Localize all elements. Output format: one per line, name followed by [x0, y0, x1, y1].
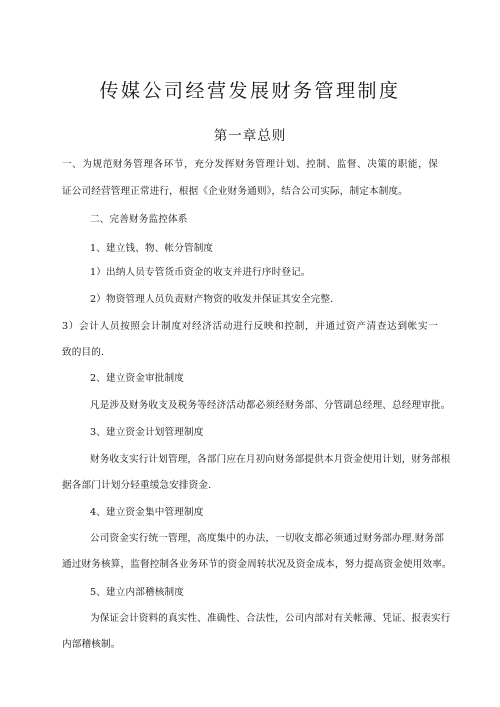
chapter-heading: 第一章总则 — [213, 128, 287, 144]
paragraph-line: 内部稽核制。 — [62, 639, 121, 650]
paragraph-line: 财务收支实行计划管理，各部门应在月初向财务部提供本月资金使用计划，财务部根 — [90, 454, 451, 465]
section-heading: 3、建立资金计划管理制度 — [90, 427, 204, 438]
paragraph-line: 3）会计人员按照会计制度对经济活动进行反映和控制，并通过资产清查达到帐实一 — [62, 321, 438, 332]
paragraph-line: 凡是涉及财务收支及税务等经济活动都必须经财务部、分管副总经理、总经理审批。 — [90, 400, 451, 411]
paragraph-line: 一、为规范财务管理各环节，充分发挥财务管理计划、控制、监督、决策的职能，保 — [62, 159, 438, 170]
paragraph-line: 2）物资管理人员负责财产物资的收发并保证其安全完整. — [90, 294, 334, 305]
paragraph-line: 通过财务核算，监督控制各业务环节的资金周转状况及资金成本，努力提高资金使用效率。 — [62, 559, 452, 570]
paragraph-line: 公司资金实行统一管理，高度集中的办法，一切收支都必须通过财务部办理.财务部 — [90, 533, 444, 544]
section-heading: 5、建立内部稽核制度 — [90, 587, 184, 598]
document-title: 传媒公司经营发展财务管理制度 — [99, 80, 401, 102]
paragraph-line: 证公司经营管理正常进行，根据《企业财务通则》，结合公司实际，制定本制度。 — [62, 186, 408, 197]
section-heading: 二、完善财务监控体系 — [90, 214, 188, 225]
section-heading: 1、建立钱、物、帐分管制度 — [90, 243, 214, 254]
paragraph-line: 1）出纳人员专管货币资金的收支并进行序时登记。 — [90, 267, 311, 278]
section-heading: 4、建立资金集中管理制度 — [90, 507, 204, 518]
section-heading: 2、建立资金审批制度 — [90, 373, 184, 384]
paragraph-line: 致的目的. — [62, 347, 105, 358]
paragraph-line: 为保证会计资料的真实性、准确性、合法性，公司内部对有关帐薄、凭证、报表实行 — [90, 613, 451, 624]
paragraph-line: 据各部门计划分轻重缓急安排资金. — [62, 480, 212, 491]
